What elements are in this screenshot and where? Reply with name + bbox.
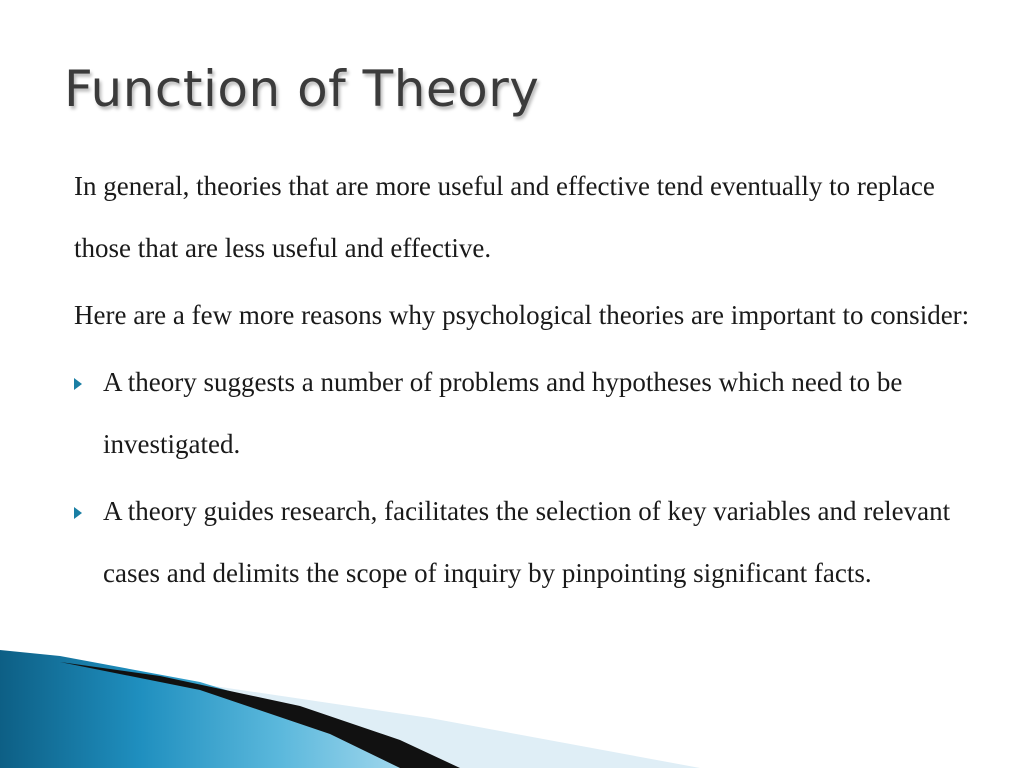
slide-title: Function of Theory — [64, 60, 540, 118]
paragraph-reasons: Here are a few more reasons why psychological theories are important to consider: — [74, 300, 970, 330]
bullet-list — [74, 351, 974, 604]
bullet-text: A theory guides research, facilitates the selection of key variables and relevant cases and delimits the scope of inquiry by pinpointing significant facts. — [103, 496, 951, 588]
triangle-bullet-icon — [74, 378, 82, 390]
bullet-text: A theory suggests a number of problems and hypotheses which need to be investigated. — [103, 367, 903, 459]
bullet-item — [74, 351, 974, 475]
slide-body — [74, 155, 974, 609]
swoosh-blue-wedge — [0, 650, 400, 768]
swoosh-black-wedge — [60, 662, 460, 768]
swoosh-light-band — [0, 668, 700, 768]
paragraph-intro: In general, theories that are more useful and effective tend eventually to replace those that are less useful and effective. — [74, 171, 935, 263]
triangle-bullet-icon — [74, 507, 82, 519]
bullet-item — [74, 480, 974, 604]
